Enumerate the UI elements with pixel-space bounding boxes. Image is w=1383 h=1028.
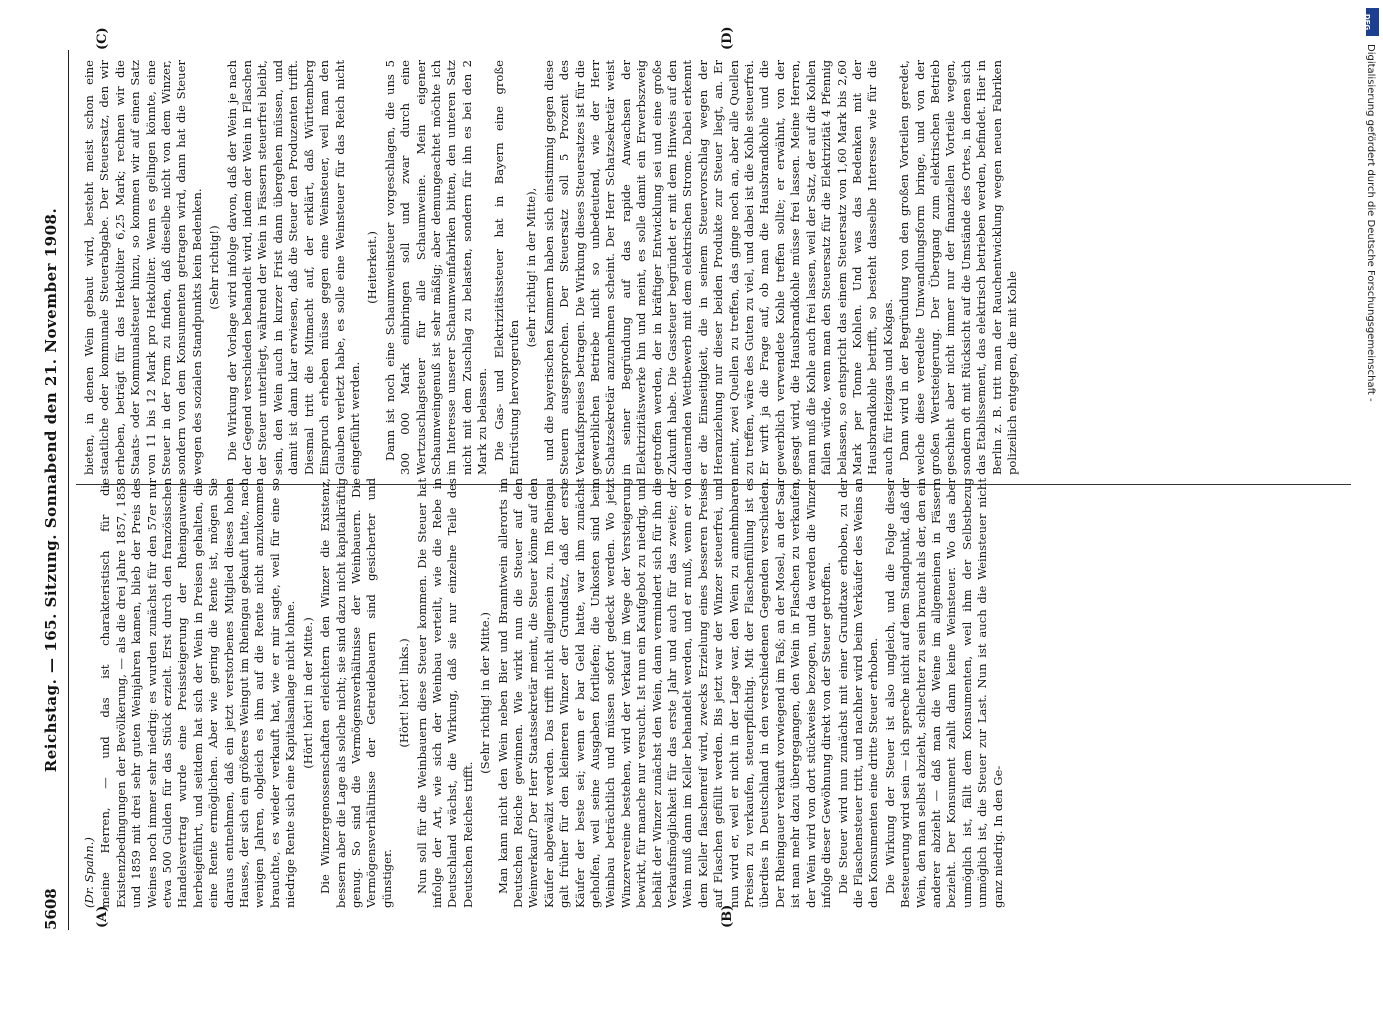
- interjection: (Hört! hört! links.): [397, 638, 412, 748]
- interjection: (Sehr richtig! in der Mitte.): [478, 612, 493, 774]
- digitization-credit: [1363, 8, 1381, 992]
- paragraph: Man kann nicht den Wein neben Bier und Branntwein allerorts im Deutschen Reiche gewinnen. Wie wirkt nun die Steuer auf den Weinverkauf? Der Herr Staatssekretär meint, die Steuer könne auf den Käufer abgewälzt werden. Das trifft nicht allgemein zu. Im Rheingau galt früher für den kleineren Winzer der Grundsatz, daß der erste Käufer der beste sei; wenn er bar Geld hatte, war ihm zunächst geholfen, weil seine Ausgaben fortliefen; die Unkosten sind beim Weinbau beträchtlich und müssen sofort gedeckt werden. Wo jetzt Winzervereine bestehen, wird der Verkauf im Wege der Versteigerung bewirkt, für manche nur versucht. Ist nun ein Kaufgebot zu niedrig, und behält der Winzer zunächst den Wein, dann vermindert sich für ihn die Verkaufsmöglichkeit für das erste Jahr und auch für das zweite; der Wein muß dann im Keller behandelt werden, und er muß, wenn er von dem Keller flaschenreif wird, zwecks Erzielung eines besseren Preises auf Flaschen gefüllt werden. Bis jetzt war der Winzer steuerfrei, und nun wird er, weil er nicht in der Lage war, den Wein zu annehmbaren Preisen zu verkaufen, steuerpflichtig. Mit der Flaschenfüllung ist es überdies in Deutschland in den verschiedenen Gegenden verschieden. Der Rheingauer verkauft vorwiegend im Faß; an der Mosel, an der Saar ist man mehr dazu übergegangen, den Wein in Flaschen zu verkaufen, der Wein wird von dort stückweise bezogen, und da werden die Winzer infolge dieser Gewöhnung direkt von der Steuer getroffen.: [495, 478, 834, 908]
- left-column: [82, 478, 1347, 908]
- paragraph: meine Herren, — und das ist charakteristisch für die Existenzbedingungen der Bevölkerung, — als die drei Jahre 1857, 1858 und 1859 mit drei sehr guten Weinjahren kamen, blieb der Preis des Weines noch immer sehr niedrig: es wurden zunächst für den 57er nur etwa 500 Gulden für das Stück erzielt. Erst durch den französischen Handelsvertrag wurde eine Preissteigerung der Rheingauweine herbeigeführt, und seitdem hat sich der Wein in Preisen gehalten, die eine Rente ermöglichen. Aber wie gering die Rente ist, mögen Sie daraus entnehmen, daß ein jetzt verstorbenes Mitglied dieses hohen Hauses, der sich ein größeres Weingut im Rheingau gekauft hatte, nach wenigen Jahren, obgleich es ihm auf die Rente nicht anzukommen brauchte, es wieder verkauft hat, wie er mir sagte, weil für eine so niedrige Rente sich eine Kapitalsanlage nicht lohne.: [98, 478, 298, 908]
- margin-marker-d: (D): [720, 26, 735, 50]
- margin-marker-c: (C): [95, 27, 110, 50]
- paragraph: Die Gas- und Elektrizitätssteuer hat in Bayern eine große Entrüstung hervorgerufen: [491, 60, 521, 475]
- interjection: (Heiterkeit.): [365, 231, 380, 304]
- paragraph: Die Wirkung der Vorlage wird infolge davon, daß der Wein je nach der Gegend verschieden behandelt wird, indem der Wein in Flaschen der Steuer unterliegt, während der Wein in Fässern steuerfrei bleibt, sein, den Wein auch in kurzer Frist dann übergehen müssen, und damit ist dann klar erwiesen, daß die Steuer den Produzenten trifft. Diesmal tritt die Mitmacht auf, der erklärt, daß Württemberg Einspruch erheben müsse gegen eine Weinsteuer, weil man den Glauben verletzt habe, es solle eine Weinsteuer für das Reich nicht eingeführt werden.: [224, 60, 362, 475]
- paragraph: Die Steuer wird nun zunächst mit einer Grundtaxe erhoben, zu der die Flaschensteuer tritt, und nachher wird beim Verkäufer des Weins an den Konsumenten eine dritte Steuer erhoben.: [835, 478, 881, 908]
- interjection: (Hört! hört! in der Mitte.): [300, 617, 315, 769]
- paragraph: Dann wird in der Begründung von den großen Vorteilen geredet, welche diese veredelte Umwandlungsform bringe, und von der großen Wertsteigerung. Der Übergang zum elektrischen Betrieb geschieht aber nicht immer nur der finanziellen Vorteile wegen, sondern oft mit Rücksicht auf die Umstände des Ortes, in denen sich das Etablissement, das elektrisch betrieben werden, befindet. Hier in Berlin z. B. tritt man der Rauchentwicklung wegen neuen Fabriken polizeilich entgegen, die mit Kohle: [897, 60, 1019, 475]
- header-rule: [68, 50, 69, 930]
- margin-marker-b: (B): [720, 904, 735, 928]
- paragraph: bieten, in denen Wein gebaut wird, besteht meist schon eine staatliche oder kommunale Steuerabgabe. Der Steuersatz, den wir erheben, beträgt für das Hektoliter 6,25 Mark; rechnen wir die Staats- oder Kommunalsteuer hinzu, so kommen wir auf einen Satz von 11 bis 12 Mark pro Hektoliter. Wenn es gelingen könnte, eine Steuer in der Form zu finden, daß dieselbe nicht von dem Winzer, sondern von dem Konsumenten getragen wird, dann hat die Steuer wegen des sozialen Standpunkts kein Bedenken.: [82, 60, 204, 475]
- paragraph: und die bayerischen Kammern haben sich einstimmig gegen diese Steuern ausgesprochen. Der Steuersatz soll 5 Prozent des Verkaufspreises betragen. Die Wirkung dieses Steuersatzes ist für die gewerblichen Betriebe nicht so unbedeutend, wie der Herr Schatzsekretär anzunehmen scheint. Der Herr Schatzsekretär weist in seiner Begründung auf das rapide Anwachsen der Elektrizitätswerke hin und meint, es solle damit ein Erwerbszweig getroffen werden, der in kräftiger Entwicklung sei und eine große Zukunft habe. Die Gassteuer begründet er mit dem Hinweis auf den dauernden Wettbewerb mit dem elektrischen Strome. Dabei erkennt er die Einseitigkeit, die in seinem Steuervorschlag wegen der Heranziehung nur dieser beiden Produkte zur Steuer liegt, an. Er meint, zwei Quellen zu treffen, das ginge noch an, aber alle Quellen zu treffen, wäre des Guten zu viel, und dabei ist die Kohle steuerfrei. Er wirft ja die Frage auf, ob man die Hausbrandkohle und die gewerblich verwendete Kohle treffen sollte; er erwähnt, von der gesagt wird, die Hausbrandkohle müsse frei lassen. Meine Herren, man muß die Kohle auch frei lassen, weil der Satz, der auf die Kohlen fallen würde, wenn man den Steuersatz für die Elektrizität 4 Pfennig belassen, so entspricht das einem Steuersatz von 1,60 Mark bis 2,60 Mark per Tonne Kohlen. Und was das Bedenken mit der Hausbrandkohle betrifft, so besteht dasselbe Interesse wie für die auch für Heizgas und Kokgas.: [541, 60, 895, 475]
- paragraph: Die Winzergenossenschaften erleichtern den Winzer die Existenz, bessern aber die Lage als solche nicht; sie sind dazu nicht kapitalkräftig genug. So sind die Vermögensverhältnisse der Weinbauern. Die Vermögensverhältnisse der Getreidebauern sind gesicherter und günstiger.: [318, 478, 394, 908]
- speaker-label: (Dr. Spahn.): [82, 837, 96, 908]
- paragraph: Nun soll für die Weinbauern diese Steuer kommen. Die Steuer hat infolge der Art, wie sich der Weinbau verteilt, wie die Rebe in Deutschland wächst, die Wirkung, daß sie nur einzelne Teile des Deutschen Reiches trifft.: [414, 478, 475, 908]
- credit-text: Digitalisierung gefördert durch die Deutsche Forschungsgemeinschaft -: [1365, 44, 1376, 402]
- dfg-logo-text: DFG: [1363, 13, 1372, 31]
- interjection: (sehr richtig! in der Mitte),: [524, 187, 539, 348]
- interjection: (Sehr richtig!): [207, 225, 222, 310]
- margin-marker-a: (A): [95, 905, 110, 928]
- page-title: Reichstag. — 165. Sitzung. Sonnabend den 21. November 1908.: [42, 207, 60, 773]
- page-number: 5608: [42, 888, 60, 930]
- right-column: [82, 60, 1347, 475]
- page-header: [42, 50, 68, 930]
- paragraph: Die Wirkung der Steuer ist also ungleich, und die Folge dieser Besteuerung wird sein — ich spreche nicht auf dem Standpunkt, daß der Wein, den man selbst abzieht, schlechter zu sein braucht als der, den ein anderer abzieht — daß man die Weine im allgemeinen in Fässern bezieht. Der Konsument zahlt dann keine Weinsteuer. Wo das aber unmöglich ist, fällt dem Konsumenten, weil ihm der Selbstbezug unmöglich ist, die Steuer zur Last. Nun ist auch die Weinsteuer nicht ganz niedrig. In den Ge-: [882, 478, 1005, 908]
- paragraph: Dann ist noch eine Schaumweinsteuer vorgeschlagen, die uns 5 300 000 Mark einbringen soll und zwar durch eine Wertzuschlagsteuer für alle Schaumweine. Mein eigener Schaumweingenuß ist sehr mäßig; aber demungeachtet möchte ich im Interesse unserer Schaumweinfabriken bitten, den unteren Satz nicht mit dem Zuschlag zu belasten, sondern für ihn es bei den 2 Mark zu belassen.: [382, 60, 490, 475]
